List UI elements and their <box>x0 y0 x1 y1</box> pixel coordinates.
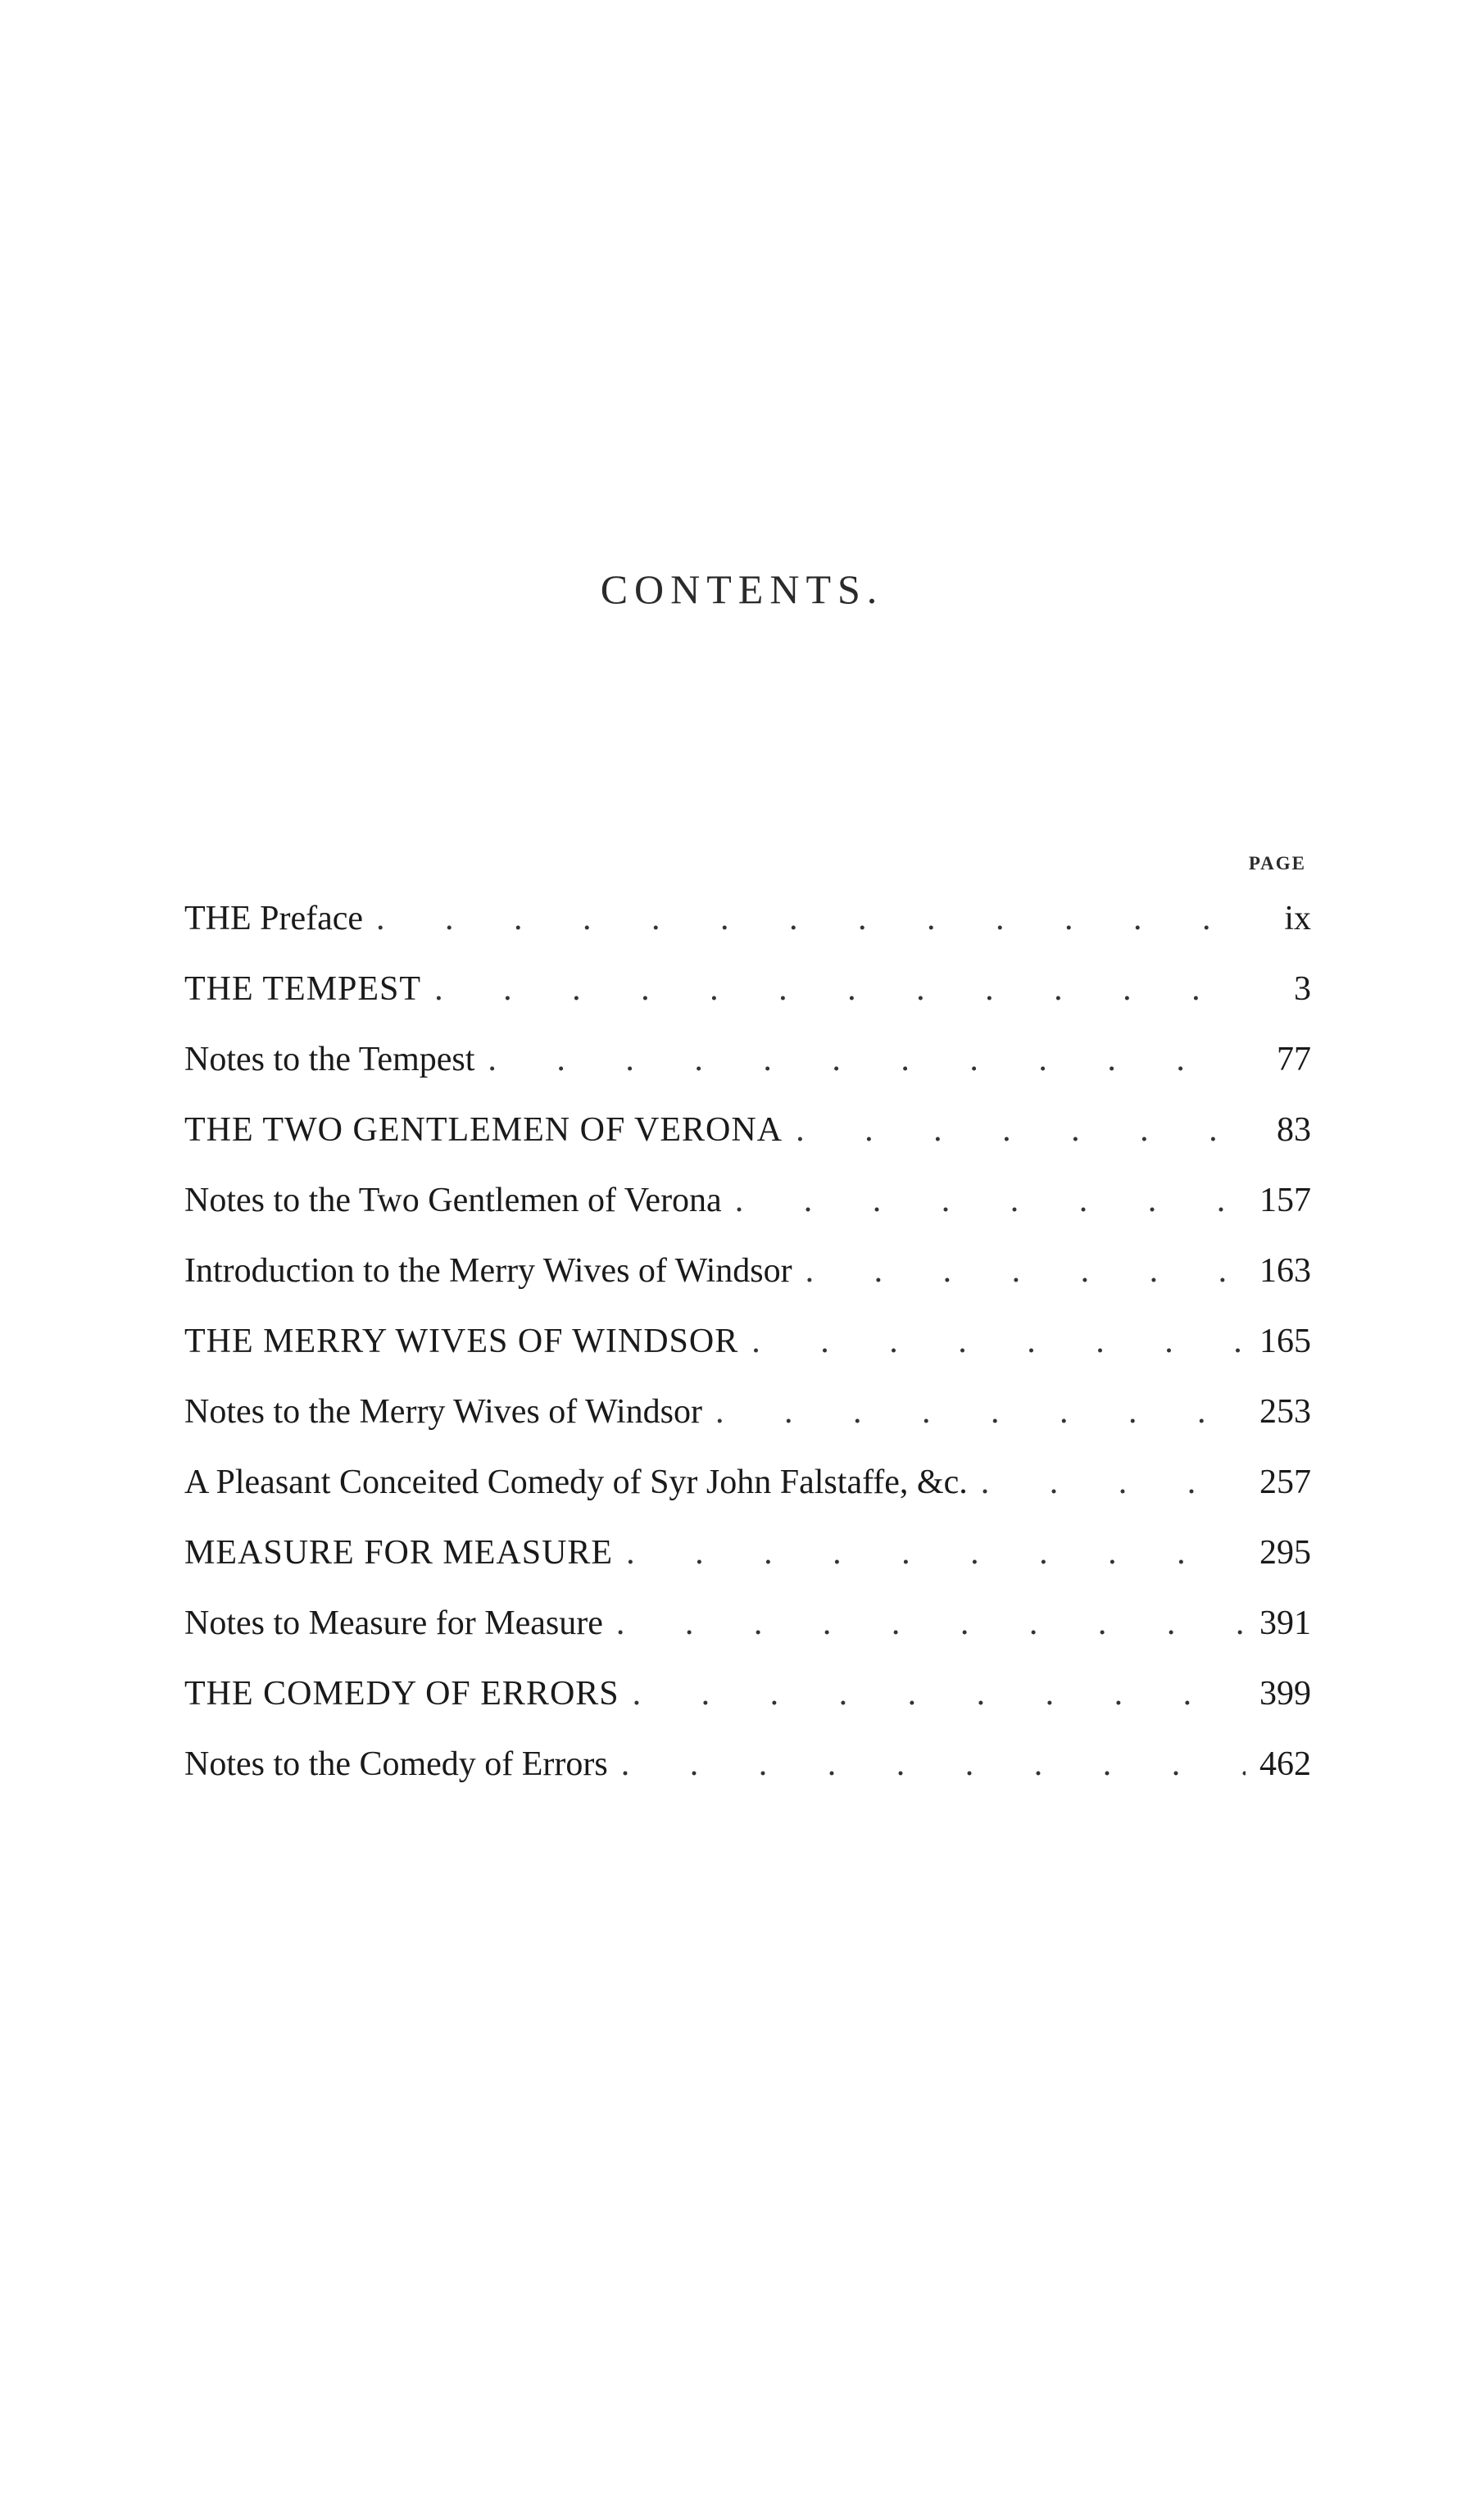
toc-entry-label: Notes to Measure for Measure <box>184 1604 603 1642</box>
toc-entry-measure <box>184 1518 1311 1588</box>
toc-entry-page: 3 <box>1294 970 1311 1008</box>
toc-entry-label: MEASURE FOR MEASURE <box>184 1534 614 1572</box>
toc-entry-page: 399 <box>1259 1675 1311 1713</box>
toc-entry-merry-wives <box>184 1306 1311 1377</box>
toc-entry-label: THE TEMPEST <box>184 970 422 1008</box>
dot-leader <box>633 1659 1246 1729</box>
dot-leader <box>488 1024 1246 1095</box>
toc-entry-page: ix <box>1284 900 1311 937</box>
toc-entry-page: 295 <box>1259 1534 1311 1572</box>
table-of-contents <box>184 844 1311 1799</box>
toc-entry-tempest <box>184 954 1311 1024</box>
toc-entry-label: THE TWO GENTLEMEN OF VERONA <box>184 1111 783 1149</box>
dot-leader <box>751 1306 1246 1377</box>
toc-entry-intro-merry-wives <box>184 1236 1311 1306</box>
dot-leader <box>735 1165 1246 1236</box>
page-column-header: PAGE <box>1248 853 1306 874</box>
toc-entry-page: 253 <box>1259 1393 1311 1431</box>
toc-entry-page: 391 <box>1259 1604 1311 1642</box>
dot-leader <box>715 1377 1246 1447</box>
toc-entry-page: 157 <box>1259 1182 1311 1219</box>
toc-entry-two-gentlemen <box>184 1095 1311 1165</box>
toc-entry-page: 83 <box>1277 1111 1311 1149</box>
toc-entry-label: Notes to the Comedy of Errors <box>184 1745 608 1783</box>
toc-entry-page: 462 <box>1259 1745 1311 1783</box>
toc-entry-page: 165 <box>1259 1323 1311 1360</box>
dot-leader <box>376 883 1246 954</box>
toc-entry-label: Notes to the Tempest <box>184 1041 475 1078</box>
toc-entry-page: 163 <box>1259 1252 1311 1290</box>
dot-leader <box>626 1518 1246 1588</box>
toc-entry-notes-tempest <box>184 1024 1311 1095</box>
toc-entry-label: THE COMEDY OF ERRORS <box>184 1675 619 1713</box>
toc-entry-preface <box>184 883 1311 954</box>
toc-entry-page: 257 <box>1259 1464 1311 1501</box>
toc-entry-label: THE Preface <box>184 900 364 937</box>
dot-leader <box>616 1588 1246 1659</box>
toc-entry-label: Notes to the Merry Wives of Windsor <box>184 1393 702 1431</box>
toc-entry-notes-merry-wives <box>184 1377 1311 1447</box>
toc-entry-notes-measure <box>184 1588 1311 1659</box>
toc-entry-notes-two-gentlemen <box>184 1165 1311 1236</box>
toc-entry-comedy-errors <box>184 1659 1311 1729</box>
dot-leader <box>434 954 1246 1024</box>
toc-entry-label: THE MERRY WIVES OF WINDSOR <box>184 1323 739 1360</box>
dot-leader <box>796 1095 1246 1165</box>
toc-entry-page: 77 <box>1277 1041 1311 1078</box>
toc-entry-label: A Pleasant Conceited Comedy of Syr John Falstaffe, &c. <box>184 1464 968 1501</box>
dot-leader <box>981 1447 1246 1518</box>
toc-entry-label: Notes to the Two Gentlemen of Verona <box>184 1182 722 1219</box>
toc-entry-notes-comedy-errors <box>184 1729 1311 1799</box>
dot-leader <box>621 1729 1246 1799</box>
toc-entry-label: Introduction to the Merry Wives of Windsor <box>184 1252 792 1290</box>
contents-title: CONTENTS. <box>600 566 884 612</box>
toc-entry-pleasant-comedy <box>184 1447 1311 1518</box>
dot-leader <box>806 1236 1246 1306</box>
